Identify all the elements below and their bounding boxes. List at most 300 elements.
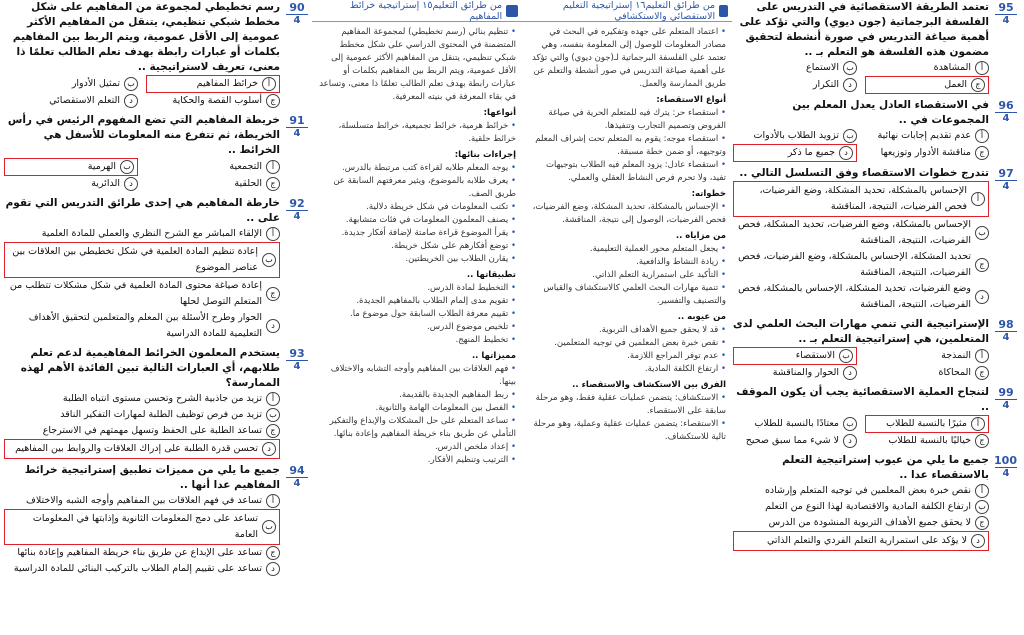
notes-paragraph [318, 175, 516, 201]
notes-text: الفصل بين المعلومات الهامة والثانوية. [375, 403, 509, 413]
notes-text: استقصاء حر: يترك فيه للمتعلم الحرية في صياغة الفروض وتصميم التجارب وتنفيذها. [548, 108, 726, 131]
question-block [733, 453, 1019, 551]
bullet-icon: • [718, 393, 726, 403]
notes-paragraph [318, 201, 516, 214]
question-number [995, 455, 1017, 480]
notes-heading: إجراءات بنائها: [454, 150, 516, 160]
notes-paragraph [528, 243, 726, 256]
option-marker: د [839, 146, 853, 160]
book-logo-icon [506, 5, 518, 17]
option-marker: ج [266, 177, 280, 191]
bullet-icon: • [508, 241, 516, 251]
notes-text: يوجه المعلم طلابه لقراءة كتب مرتبطة بالدرس. [342, 163, 509, 173]
notes-paragraph [318, 389, 516, 402]
option-text: أسلوب القصة والحكاية [172, 95, 262, 106]
question-text: خارطة المفاهيم هي إحدى طرائق التدريس التي تقوم على .. [5, 197, 280, 224]
option-marker: ب [124, 77, 138, 91]
answer-option[interactable] [733, 217, 989, 249]
question-number-denominator: 4 [1002, 400, 1010, 411]
question-block [733, 166, 1019, 313]
question-number [286, 115, 308, 140]
answer-option[interactable] [865, 144, 989, 162]
question-number-denominator: 4 [1002, 15, 1010, 26]
option-text: الإحساس بالمشكلة، تحديد المشكلة، وضع الفرضيات، فحص الفرضيات، النتيجة، المناقشة [759, 185, 967, 212]
bullet-icon: • [718, 325, 726, 335]
option-marker: د [975, 290, 989, 304]
option-marker: ب [839, 349, 853, 363]
question-number-value: 95 [995, 2, 1017, 15]
notes-text: عدم توفر المراجع اللازمة. [627, 351, 719, 361]
option-marker: أ [975, 129, 989, 143]
notes-heading: أنواع الاستقصاء: [656, 95, 726, 105]
concept-maps-notes [312, 22, 522, 635]
answer-option[interactable] [4, 493, 280, 509]
question-number-denominator: 4 [293, 15, 301, 26]
answer-option[interactable] [733, 347, 857, 365]
notes-text: استقصاء عادل: يزود المعلم فيه الطلاب بتوجيهات تفيد، ولا تحرم فرص النشاط العقلي والعملي. [546, 160, 726, 183]
answer-option[interactable] [865, 415, 989, 433]
answer-option[interactable] [4, 93, 138, 109]
answer-option[interactable] [4, 545, 280, 561]
answer-option[interactable] [4, 561, 280, 577]
answer-option[interactable] [4, 176, 138, 192]
notes-heading: أنواعها: [483, 108, 516, 118]
options-list [4, 391, 280, 459]
answer-option[interactable] [4, 439, 280, 459]
notes-text: استقصاء موجه: يقوم به المتعلم تحت إشراف المعلم وتوجيهه، أو ضمن خطة مسبقة. [535, 134, 726, 157]
notes-paragraph [318, 162, 516, 175]
options-list [733, 60, 989, 94]
question-number-denominator: 4 [1002, 468, 1010, 479]
bullet-icon: • [508, 254, 516, 264]
options-list [4, 158, 280, 192]
options-list [4, 226, 280, 342]
option-text: إعادة صياغة محتوى المادة العلمية في شكل مشكلات تتطلب من المتعلم التوصل لحلها [9, 280, 262, 307]
question-number [995, 100, 1017, 125]
bullet-icon: • [508, 163, 516, 173]
bullet-icon: • [718, 351, 726, 361]
option-text: الاستماع [806, 62, 839, 73]
option-text: تزيد من جاذبية الشرح وتحسن مستوى انتباه الطلبة [62, 393, 262, 404]
option-text: الحلقية [234, 178, 262, 189]
option-marker: أ [266, 494, 280, 508]
option-text: عدم تقديم إجابات نهائية [877, 130, 971, 141]
option-marker: د [971, 534, 985, 548]
question-block [4, 0, 310, 109]
question-block [733, 0, 1019, 94]
options-list [733, 128, 989, 162]
answer-option[interactable] [733, 499, 989, 515]
bullet-icon: • [508, 202, 516, 212]
notes-text: الاستقصاء: يتضمن عمليات عقلية وعملية، وهو مرحلة تالية للاستكشاف. [533, 419, 726, 442]
notes-paragraph [528, 256, 726, 269]
notes-heading: خطواته: [691, 189, 726, 199]
answer-option[interactable] [865, 347, 989, 365]
answer-option[interactable] [733, 76, 857, 94]
question-text: الإستراتيجية التي تنمي مهارات البحث العلمي لدى المتعلمين، هي إستراتيجية التعلم بـ .. [733, 318, 989, 345]
option-text: مثيرًا بالنسبة للطلاب [886, 418, 967, 429]
answer-option[interactable] [733, 415, 857, 433]
notes-paragraph [528, 282, 726, 308]
option-marker: أ [975, 484, 989, 498]
option-text: تساعد على الإبداع عن طريق بناء خريطة المفاهيم وإعادة بنائها [17, 547, 262, 558]
question-number-value: 97 [995, 168, 1017, 181]
option-text: تساعد في فهم العلاقات بين المفاهيم وأوجه الشبه والاختلاف [25, 495, 262, 506]
notes-text: تقييم معرفة الطلاب السابقة حول موضوع ما. [350, 309, 509, 319]
option-marker: ب [266, 408, 280, 422]
question-block [4, 463, 310, 577]
answer-option[interactable] [733, 483, 989, 499]
middle-header [312, 0, 732, 22]
option-marker: أ [971, 192, 985, 206]
question-number-denominator: 4 [1002, 181, 1010, 192]
answer-option[interactable] [146, 176, 280, 192]
notes-paragraph [528, 159, 726, 185]
question-text: جميع ما يلي من مميزات تطبيق إستراتيجية خرائط المفاهيم عدا أنها .. [24, 464, 280, 491]
notes-paragraph [318, 402, 516, 415]
bullet-icon: • [718, 27, 726, 37]
bullet-icon: • [508, 455, 516, 465]
answer-option[interactable] [4, 391, 280, 407]
notes-text: الترتيب وتنظيم الأفكار. [427, 455, 509, 465]
notes-text: التأكيد على استمرارية التعلم الذاتي. [592, 270, 719, 280]
notes-paragraph [528, 26, 726, 91]
notes-paragraph [318, 441, 516, 454]
notes-paragraph [528, 201, 726, 227]
question-number-value: 94 [286, 465, 308, 478]
question-number [995, 319, 1017, 344]
notes-paragraph [318, 295, 516, 308]
answer-option[interactable] [865, 60, 989, 76]
bullet-icon: • [718, 202, 726, 212]
notes-paragraph [528, 350, 726, 363]
answer-option[interactable] [865, 365, 989, 381]
question-block [4, 346, 310, 459]
question-block [733, 385, 1019, 449]
bullet-icon: • [508, 176, 516, 186]
answer-option[interactable] [733, 181, 989, 217]
answer-option[interactable] [4, 509, 280, 545]
bullet-icon: • [508, 390, 516, 400]
option-marker: أ [975, 61, 989, 75]
answer-option[interactable] [146, 158, 280, 176]
notes-heading: الفرق بين الاستكشاف والاستقصاء .. [572, 380, 726, 390]
notes-paragraph [318, 227, 516, 240]
option-marker: ب [843, 129, 857, 143]
option-marker: ب [975, 226, 989, 240]
notes-paragraph [528, 269, 726, 282]
question-number-value: 90 [286, 2, 308, 15]
option-marker: أ [975, 349, 989, 363]
notes-heading: تطبيقاتها .. [466, 270, 516, 280]
answer-option[interactable] [4, 423, 280, 439]
option-text: ارتفاع الكلفة المادية والاقتصادية لهذا النوع من التعلم [765, 501, 971, 512]
option-text: تمثيل الأدوار [71, 78, 120, 89]
options-list [733, 181, 989, 313]
right-question-column [733, 0, 1019, 635]
option-marker: ج [975, 434, 989, 448]
question-text: تعتمد الطريقة الاستقصائية في التدريس على الفلسفة البرجماتية (جون ديوي) والتي تؤكد على أهمية صياغة التدريس في صورة أنشطة لتحقيق مضمون هذه الفلسفة هو التعلم بـ .. [739, 1, 989, 58]
notes-text: يقرأ الموضوع قراءة صامتة لإضافة أفكار جديدة. [341, 228, 509, 238]
option-marker: ب [120, 160, 134, 174]
option-text: التجمعية [229, 161, 262, 172]
notes-text: ارتفاع الكلفة المادية. [644, 364, 719, 374]
question-number-value: 91 [286, 115, 308, 128]
notes-paragraph [318, 120, 516, 146]
bullet-icon: • [508, 442, 516, 452]
bullet-icon: • [508, 335, 516, 345]
answer-option[interactable] [146, 93, 280, 109]
answer-option[interactable] [733, 249, 989, 281]
option-marker: ج [266, 94, 280, 108]
option-text: النمذجة [941, 350, 971, 361]
option-text: المحاكاة [938, 367, 971, 378]
question-text: في الاستقصاء العادل يعدل المعلم بين المجموعات في .. [792, 99, 989, 126]
answer-option[interactable] [733, 515, 989, 531]
notes-text: اعتماد المتعلم على جهده وتفكيره في البحث في مصادر المعلومات للوصول إلى المعلومة بنفسه، وهي تعتمد على الفلسفة البرجماتية لـ(جون ديوي) والتي تؤكد على أهمية صياغة التدريس في صور أنشطة والتعلم عن طريق الممارسة والعمل. [531, 27, 726, 89]
option-marker: ج [266, 287, 280, 301]
option-marker: أ [262, 77, 276, 91]
notes-paragraph [318, 26, 516, 104]
option-marker: د [124, 94, 138, 108]
option-marker: ج [975, 146, 989, 160]
option-marker: ج [266, 424, 280, 438]
bullet-icon: • [508, 296, 516, 306]
bullet-icon: • [508, 403, 516, 413]
answer-option[interactable] [733, 60, 857, 76]
notes-paragraph [318, 321, 516, 334]
question-text: لتنجاح العملية الاستقصائية يجب أن يكون الموقف .. [736, 386, 989, 413]
notes-text: زيادة النشاط والدافعية. [636, 257, 719, 267]
option-text: الهرمية [87, 161, 116, 172]
option-marker: د [262, 442, 276, 456]
question-number-denominator: 4 [1002, 332, 1010, 343]
question-block [4, 113, 310, 192]
answer-option[interactable] [865, 128, 989, 144]
question-text: جميع ما يلي من عيوب إستراتيجية التعلم بالاستقصاء عدا .. [782, 454, 989, 481]
notes-paragraph [318, 334, 516, 347]
option-marker: د [843, 434, 857, 448]
option-text: خرائط المفاهيم [196, 78, 258, 89]
answer-option[interactable] [4, 407, 280, 423]
bullet-icon: • [718, 257, 726, 267]
bullet-icon: • [508, 228, 516, 238]
bullet-icon: • [508, 215, 516, 225]
answer-option[interactable] [4, 226, 280, 242]
option-text: لا يؤكد على استمرارية التعلم الفردي والتعلم الذاتي [767, 535, 967, 546]
option-text: نقص خبرة بعض المعلمين في توجيه المتعلم وإرشاده [764, 485, 971, 496]
option-text: تساعد على تقييم إلمام الطلاب بالتركيب البنائي للمادة الدراسية [13, 563, 262, 574]
bullet-icon: • [718, 270, 726, 280]
notes-text: يعرف طلابه بالموضوع، ويثير معرفتهم السابقة عن طريق الصف. [333, 176, 516, 199]
option-marker: د [266, 562, 280, 576]
option-marker: أ [971, 417, 985, 431]
notes-paragraph [528, 418, 726, 444]
notes-paragraph [528, 363, 726, 376]
option-marker: أ [266, 392, 280, 406]
question-number [995, 2, 1017, 27]
notes-text: تنظيم بنائي (رسم تخطيطي) لمجموعة المفاهيم المتضمنة في المحتوى الدراسي على شكل مخطط شبكي تنظيمي، يتنقل من المفاهيم الأكثر عمومية إلى الأقل عمومية، ويتم الربط بين المفاهيم بكلمات أو عبارات رابطة بهدف تعلم الطالب تعلمًا ذا معنى، وتساعد في بقاء المعرفة في بنيته المعرفية. [319, 27, 516, 102]
question-number-denominator: 4 [293, 478, 301, 489]
notes-text: فهم العلاقات بين المفاهيم وأوجه التشابه والاختلاف بينها. [330, 364, 516, 387]
notes-paragraph [528, 324, 726, 337]
bullet-icon: • [508, 364, 516, 374]
notes-text: تساعد المتعلم على حل المشكلات والإبداع والتفكير التأملي عن طريق بناء خريطة المفاهيم وإعادة بنائها. [329, 416, 516, 439]
options-list [733, 347, 989, 381]
option-marker: أ [266, 227, 280, 241]
notes-paragraph [528, 337, 726, 350]
option-text: معتادًا بالنسبة للطلاب [754, 418, 839, 429]
answer-option[interactable] [733, 144, 857, 162]
question-number-value: 98 [995, 319, 1017, 332]
option-marker: أ [266, 160, 280, 174]
option-marker: ج [975, 258, 989, 272]
notes-text: قد لا يحقق جميع الأهداف التربوية. [598, 325, 719, 335]
notes-heading: من مزاياه .. [675, 231, 726, 241]
notes-paragraph [528, 392, 726, 418]
option-text: الإحساس بالمشكلة، وضع الفرضيات، تحديد المشكلة، فحص الفرضيات، النتيجة، المناقشة [738, 219, 971, 246]
notes-paragraph [318, 253, 516, 266]
question-text: يستخدم المعلمون الخرائط المفاهيمية لدعم تعلم طلابهم، أي العبارات التالية تبين الفائدة الأهم لهذه الممارسة؟ [20, 347, 280, 389]
option-marker: ج [971, 78, 985, 92]
option-text: وضع الفرضيات، تحديد المشكلة، الإحساس بالمشكلة، فحص الفرضيات، النتيجة، المناقشة [738, 283, 971, 310]
bullet-icon: • [718, 244, 726, 254]
option-marker: د [843, 78, 857, 92]
option-text: الحوار والمناقشة [772, 367, 839, 378]
question-text: تتدرج خطوات الاستقصاء وفق التسلسل التالي .. [739, 167, 989, 179]
option-marker: د [266, 319, 280, 333]
option-marker: ب [975, 500, 989, 514]
option-marker: ب [843, 417, 857, 431]
notes-text: تقويم مدى إلمام الطلاب بالمفاهيم الجديدة. [356, 296, 509, 306]
question-block [733, 98, 1019, 162]
left-question-column [4, 0, 310, 635]
notes-paragraph [528, 107, 726, 133]
notes-text: خرائط هرمية، خرائط تجميعية، خرائط متسلسلة، خرائط حلقية. [338, 121, 516, 144]
option-text: تزويد الطلاب بالأدوات [753, 130, 839, 141]
notes-text: الإحساس بالمشكلة، تحديد المشكلة، وضع الفرضيات، فحص الفرضيات، الوصول إلى نتيجة، المناقشة. [532, 202, 726, 225]
answer-option[interactable] [4, 158, 138, 176]
header-right-band [522, 0, 732, 22]
notes-text: يقارن الطلاب بين الخريطتين. [405, 254, 509, 264]
notes-text: التخطيط لمادة الدرس. [427, 283, 509, 293]
notes-paragraph [318, 415, 516, 441]
bullet-icon: • [718, 108, 726, 118]
notes-paragraph [318, 454, 516, 467]
bullet-icon: • [718, 160, 726, 170]
option-marker: ب [843, 61, 857, 75]
notes-text: تنمية مهارات البحث العلمي كالاستكشاف والقياس والتصنيف والتفسير. [543, 283, 726, 306]
answer-option[interactable] [4, 278, 280, 310]
option-marker: د [124, 177, 138, 191]
notes-paragraph [318, 308, 516, 321]
notes-text: يصنف المعلمون المعلومات في فئات متشابهة. [345, 215, 509, 225]
bullet-icon: • [718, 283, 726, 293]
options-list [4, 493, 280, 577]
answer-option[interactable] [733, 281, 989, 313]
answer-option[interactable] [865, 76, 989, 94]
option-marker: ب [262, 253, 276, 267]
question-number-value: 100 [994, 454, 1017, 467]
notes-paragraph [318, 240, 516, 253]
answer-option[interactable] [4, 310, 280, 342]
question-text: رسم تخطيطي لمجموعة من المفاهيم على شكل مخطط شبكي تنظيمي، يتنقل من المفاهيم الأكثر عمومية إلى الأقل عمومية، ويتم الربط بين المفاهيم بكلمات أو عبارات رابطة بهدف تعلم الطالب تعلمًا ذا معنى، تعريف لاستراتيجية .. [12, 1, 280, 73]
inquiry-notes [522, 22, 732, 635]
options-list [4, 75, 280, 109]
question-number [286, 2, 308, 27]
bullet-icon: • [508, 283, 516, 293]
options-list [733, 483, 989, 551]
option-text: خياليًا بالنسبة للطلاب [888, 435, 971, 446]
notes-text: تكتب المعلومات في شكل خريطة دلالية. [366, 202, 509, 212]
bullet-icon: • [508, 121, 516, 131]
option-text: تحسن قدرة الطلبة على إدراك العلاقات والروابط بين المفاهيم [15, 443, 258, 454]
option-marker: ج [975, 366, 989, 380]
answer-option[interactable] [4, 242, 280, 278]
question-number-denominator: 4 [1002, 113, 1010, 124]
bullet-icon: • [508, 416, 516, 426]
answer-option[interactable] [733, 128, 857, 144]
option-text: تزيد من فرص توظيف الطلبة لمهارات التفكير الناقد [60, 409, 262, 420]
question-block [733, 317, 1019, 381]
option-text: الاستقصاء [795, 350, 835, 361]
answer-option[interactable] [733, 531, 989, 551]
question-number [995, 387, 1017, 412]
option-text: تساعد على دمج المعلومات الثانوية وإذابتها في المعلومات العامة [32, 513, 258, 540]
option-marker: ج [975, 516, 989, 530]
answer-option[interactable] [865, 433, 989, 449]
question-number-value: 93 [286, 348, 308, 361]
notes-heading: مميزاتها .. [471, 351, 516, 361]
notes-text: توضع أفكارهم على شكل خريطة. [391, 241, 509, 251]
notes-text: نقص خبرة بعض المعلمين في توجيه المتعلمين. [554, 338, 719, 348]
option-text: العمل [944, 79, 967, 90]
question-number [286, 465, 308, 490]
notes-text: تلخيص موضوع الدرس. [427, 322, 509, 332]
answer-option[interactable] [4, 75, 138, 93]
middle-notes-column [312, 0, 732, 635]
question-number-value: 92 [286, 198, 308, 211]
option-marker: ب [262, 520, 276, 534]
answer-option[interactable] [733, 365, 857, 381]
option-text: تساعد الطلبة على الحفظ وتسهل مهمتهم في الاسترجاع [42, 425, 262, 436]
notes-paragraph [318, 363, 516, 389]
question-number-value: 99 [995, 387, 1017, 400]
notes-heading: من عيوبه .. [677, 312, 726, 322]
question-number [995, 168, 1017, 193]
book-logo-icon [719, 5, 728, 17]
option-text: الدائرية [91, 178, 120, 189]
notes-text: الاستكشاف: يتضمن عمليات عقلية فقط، وهو مرحلة سابقة على الاستقصاء. [535, 393, 726, 416]
answer-option[interactable] [146, 75, 280, 93]
option-text: التعلم الاستقصائي [49, 95, 120, 106]
answer-option[interactable] [733, 433, 857, 449]
question-number-denominator: 4 [293, 361, 301, 372]
notes-text: يجعل المتعلم محور العملية التعليمية. [589, 244, 719, 254]
notes-text: تخطيط المنهج. [455, 335, 509, 345]
question-number-denominator: 4 [293, 211, 301, 222]
option-marker: ج [266, 546, 280, 560]
option-text: لا شيء مما سبق صحيح [745, 435, 839, 446]
bullet-icon: • [718, 419, 726, 429]
bullet-icon: • [718, 134, 726, 144]
bullet-icon: • [718, 338, 726, 348]
option-text: المشاهدة [933, 62, 971, 73]
header-right-title: من طرائق التعليم١٦ إستراتيجية التعليم الاستقصائي والاستكشافي [562, 0, 716, 22]
option-text: التكرار [812, 79, 839, 90]
option-text: لا يحقق جميع الأهداف التربوية المنشودة من الدرس [768, 517, 971, 528]
bullet-icon: • [718, 364, 726, 374]
